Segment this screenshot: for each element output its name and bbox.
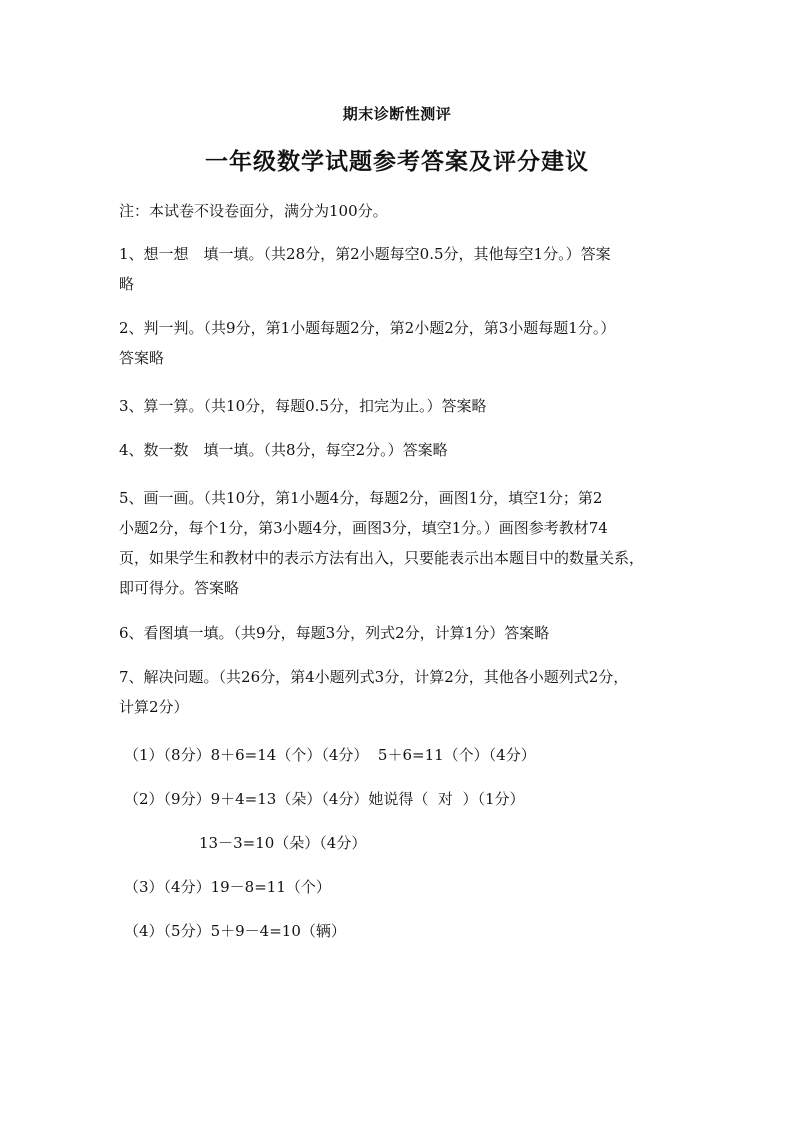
scoring-note <box>119 196 699 226</box>
section-4 <box>119 435 699 465</box>
section-2-line-2: 答案略 <box>119 349 165 367</box>
answer-4-line: （4）（5分）5＋9－4=10（辆） <box>124 922 346 940</box>
answer-1 <box>124 740 704 770</box>
section-2-line-1: 2、判一判。（共9分，第1小题每题2分，第2小题2分，第3小题每题1分。） <box>119 319 616 337</box>
section-6 <box>119 618 699 648</box>
answer-3 <box>124 872 704 902</box>
answer-4 <box>124 916 704 946</box>
section-5-line-1: 5、画一画。（共10分，第1小题4分，每题2分，画图1分，填空1分；第2 <box>119 489 603 507</box>
note-line: 注：本试卷不设卷面分，满分为100分。 <box>119 202 388 220</box>
section-3 <box>119 391 699 421</box>
section-4-line-1: 4、数一数 填一填。（共8分，每空2分。）答案略 <box>119 441 448 459</box>
section-5-line-2: 小题2分，每个1分，第3小题4分，画图3分，填空1分。）画图参考教材74 <box>119 519 608 537</box>
section-5 <box>119 483 699 603</box>
answer-2-line: （2）（9分）9＋4=13（朵）（4分）她说得（ 对 ）（1分） <box>124 790 525 808</box>
answer-2-continuation-line: 13－3=10（朵）（4分） <box>199 834 367 852</box>
answer-2 <box>124 784 704 814</box>
section-7-line-1: 7、解决问题。（共26分，第4小题列式3分，计算2分，其他各小题列式2分， <box>119 668 629 686</box>
exam-subtitle: 期末诊断性测评 <box>342 105 452 123</box>
section-2 <box>119 313 699 373</box>
section-7 <box>119 662 699 722</box>
section-5-line-4: 即可得分。答案略 <box>119 579 240 597</box>
answer-1-line: （1）（8分）8＋6=14（个）（4分） 5＋6=11（个）（4分） <box>124 746 536 764</box>
document-title: 一年级数学试题参考答案及评分建议 <box>205 148 589 175</box>
section-1-line-1: 1、想一想 填一填。（共28分，第2小题每空0.5分，其他每空1分。）答案 <box>119 245 611 263</box>
section-6-line-1: 6、看图填一填。（共9分，每题3分，列式2分，计算1分）答案略 <box>119 624 550 642</box>
answer-2-continuation <box>199 828 779 858</box>
section-7-line-2: 计算2分） <box>119 698 189 716</box>
section-3-line-1: 3、算一算。（共10分，每题0.5分，扣完为止。）答案略 <box>119 397 487 415</box>
section-5-line-3: 页，如果学生和教材中的表示方法有出入，只要能表示出本题目中的数量关系， <box>119 549 645 567</box>
answer-3-line: （3）（4分）19－8=11（个） <box>124 878 331 896</box>
section-1 <box>119 239 699 299</box>
section-1-line-2: 略 <box>119 275 135 293</box>
